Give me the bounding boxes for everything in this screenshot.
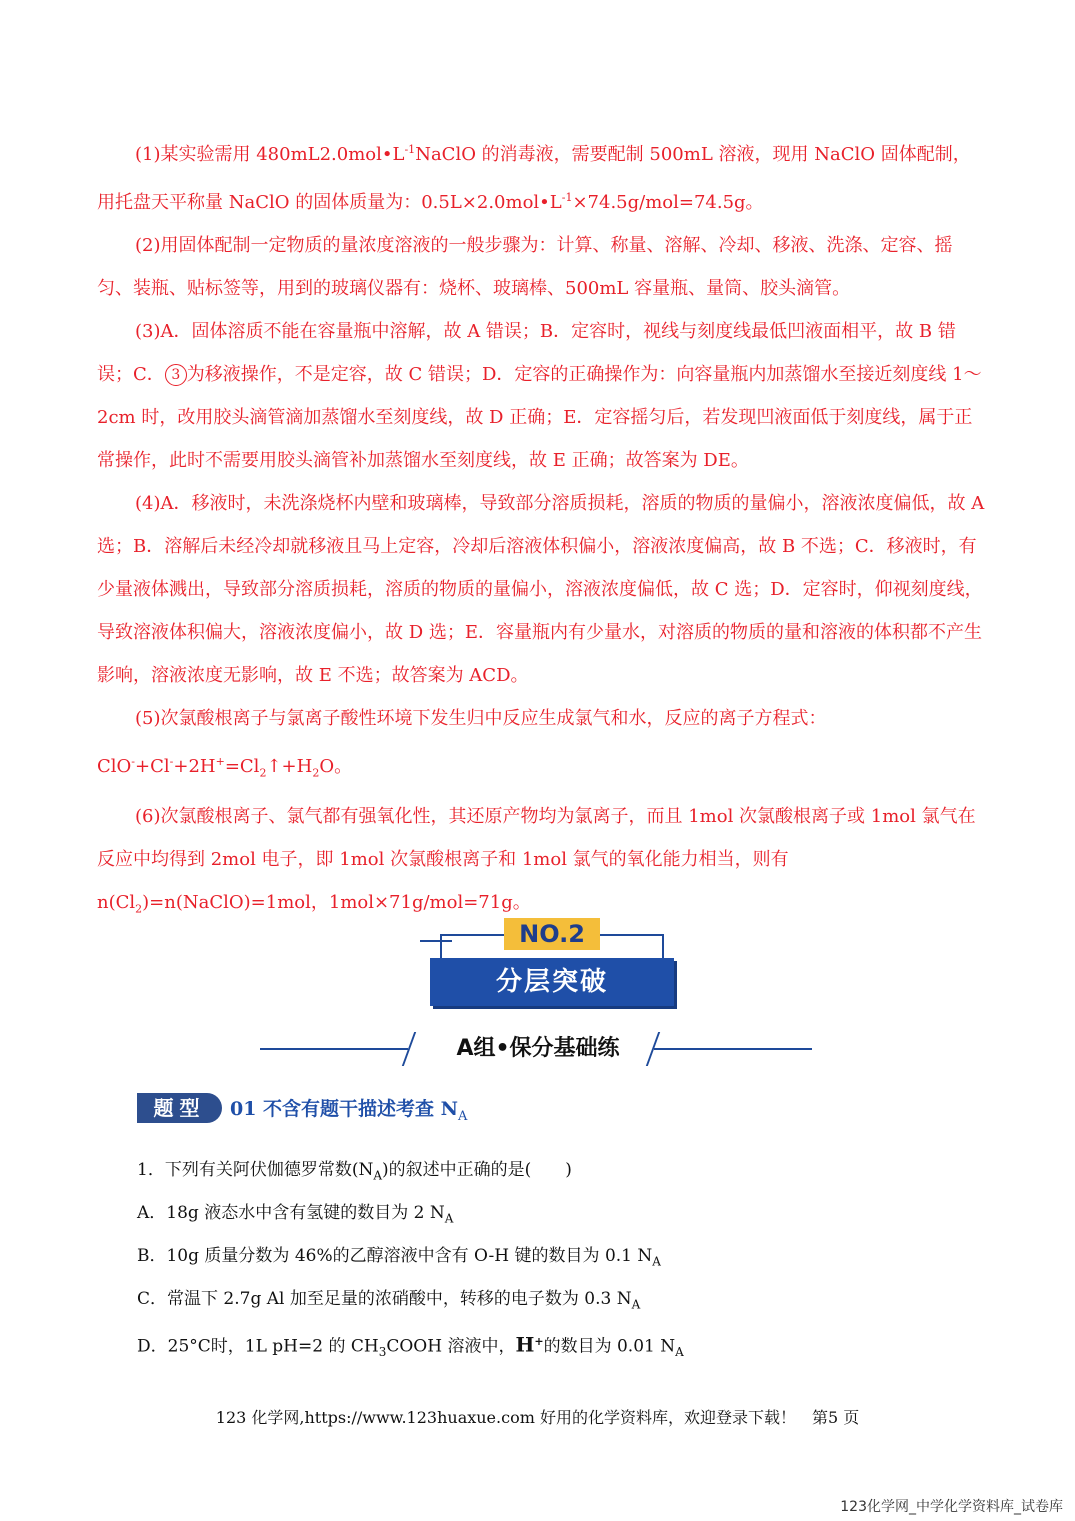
- group-heading: [260, 1030, 815, 1068]
- circled-number: 3: [165, 364, 187, 386]
- question-stem: 1．下列有关阿伏伽德罗常数$(N_A)$的叙述中正确的是( ): [137, 1160, 572, 1183]
- ionic-equation: $ClO^-+Cl^-+2H^+=Cl_2↑+H_2O$。: [97, 755, 353, 780]
- answer-para-7: $n(Cl_2)=n(NaClO)=1mol$，1mol×71g/mol=71g。: [97, 891, 531, 916]
- answer-para-6: (6)次氯酸根离子、氯气都有强氧化性，其还原产物均为氯离子，而且 1mol 次氯酸根离子或 1mol 氯气在反应中均得到 2mol 电子，即 1mol 次氯酸根离子和 1mol 氯气的氧化能力相当，则有: [97, 805, 976, 870]
- group-line-right: [654, 1048, 812, 1050]
- option-a: A．18g 液态水中含有氢键的数目为 2 $N_A$: [137, 1203, 454, 1226]
- question-type-title: 01 不含有题干描述考查 $N_A$: [230, 1098, 468, 1124]
- section-banner: [420, 918, 682, 1012]
- answer-block: [97, 128, 985, 930]
- option-c: C．常温下 2.7g Al 加至足量的浓硝酸中，转移的电子数为 0.3 $N_A$: [137, 1289, 641, 1312]
- banner-title: 分层突破: [430, 958, 674, 1006]
- banner-tick: [420, 940, 452, 942]
- group-line-left: [260, 1048, 408, 1050]
- answer-para-4: (4)A．移液时，未洗涤烧杯内壁和玻璃棒，导致部分溶质损耗，溶质的物质的量偏小，溶液浓度偏低，故 A 选；B．溶解后未经冷却就移液且马上定容，冷却后溶液体积偏小，溶液浓度偏高，故 B 不选；C．移液时，有少量液体溅出，导致部分溶质损耗，溶质的物质的量偏小，溶液浓度偏低，故 C 选；D．定容时，仰视刻度线，导致溶液体积偏大，溶液浓度偏小，故 D 选；E．容量瓶内有少量水，对溶质的物质的量和溶液的体积都不产生影响，溶液浓度无影响，故 E 不选；故答案为 ACD。: [97, 493, 985, 686]
- option-b: B．10g 质量分数为 46%的乙醇溶液中含有 O-H 键的数目为 0.1 $N_A$: [137, 1246, 661, 1269]
- group-title: A组•保分基础练: [456, 1036, 620, 1061]
- page-footer: 123 化学网,https://www.123huaxue.com 好用的化学资料库，欢迎登录下载！ 第5 页: [215, 1408, 860, 1427]
- site-watermark: 123化学网_中学化学资料库_试卷库: [840, 1499, 1063, 1515]
- answer-para-5: (5)次氯酸根离子与氯离子酸性环境下发生归中反应生成氯气和水，反应的离子方程式：: [135, 708, 827, 729]
- answer-para-1: (1)某实验需用 $480mL2.0mol•L^{-1}NaClO$ 的消毒液，需要配制 500mL 溶液，现用 NaClO 固体配制，用托盘天平称量 NaClO 的固体质量为：$0.5L\times 2.0mol•L^{-1}\times 74.5g/mol=74.5g$。: [97, 143, 971, 213]
- option-d: D．25°C时，1L pH=2 的 $CH_3COOH$ 溶液中，H+的数目为 0.01 $N_A$: [137, 1332, 684, 1360]
- banner-number-badge: NO.2: [504, 918, 600, 950]
- question-type-tag: 题型: [137, 1093, 222, 1123]
- answer-para-2: (2)用固体配制一定物质的量浓度溶液的一般步骤为：计算、称量、溶解、冷却、移液、洗涤、定容、摇匀、装瓶、贴标签等，用到的玻璃仪器有：烧杯、玻璃棒、500mL 容量瓶、量筒、胶头滴管。: [97, 235, 953, 299]
- answer-para-3: (3)A．固体溶质不能在容量瓶中溶解，故 A 错误；B．定容时，视线与刻度线最低凹液面相平，故 B 错误；C． 3 为移液操作，不是定容，故 C 错误；D．定容的正确操作为：向容量瓶内加蒸馏水至接近刻度线 1～2cm 时，改用胶头滴管滴加蒸馏水至刻度线，故 D 正确；E．定容摇匀后，若发现凹液面低于刻度线，属于正常操作，此时不需要用胶头滴管补加蒸馏水至刻度线，故 E 正确；故答案为 DE。: [97, 321, 982, 471]
